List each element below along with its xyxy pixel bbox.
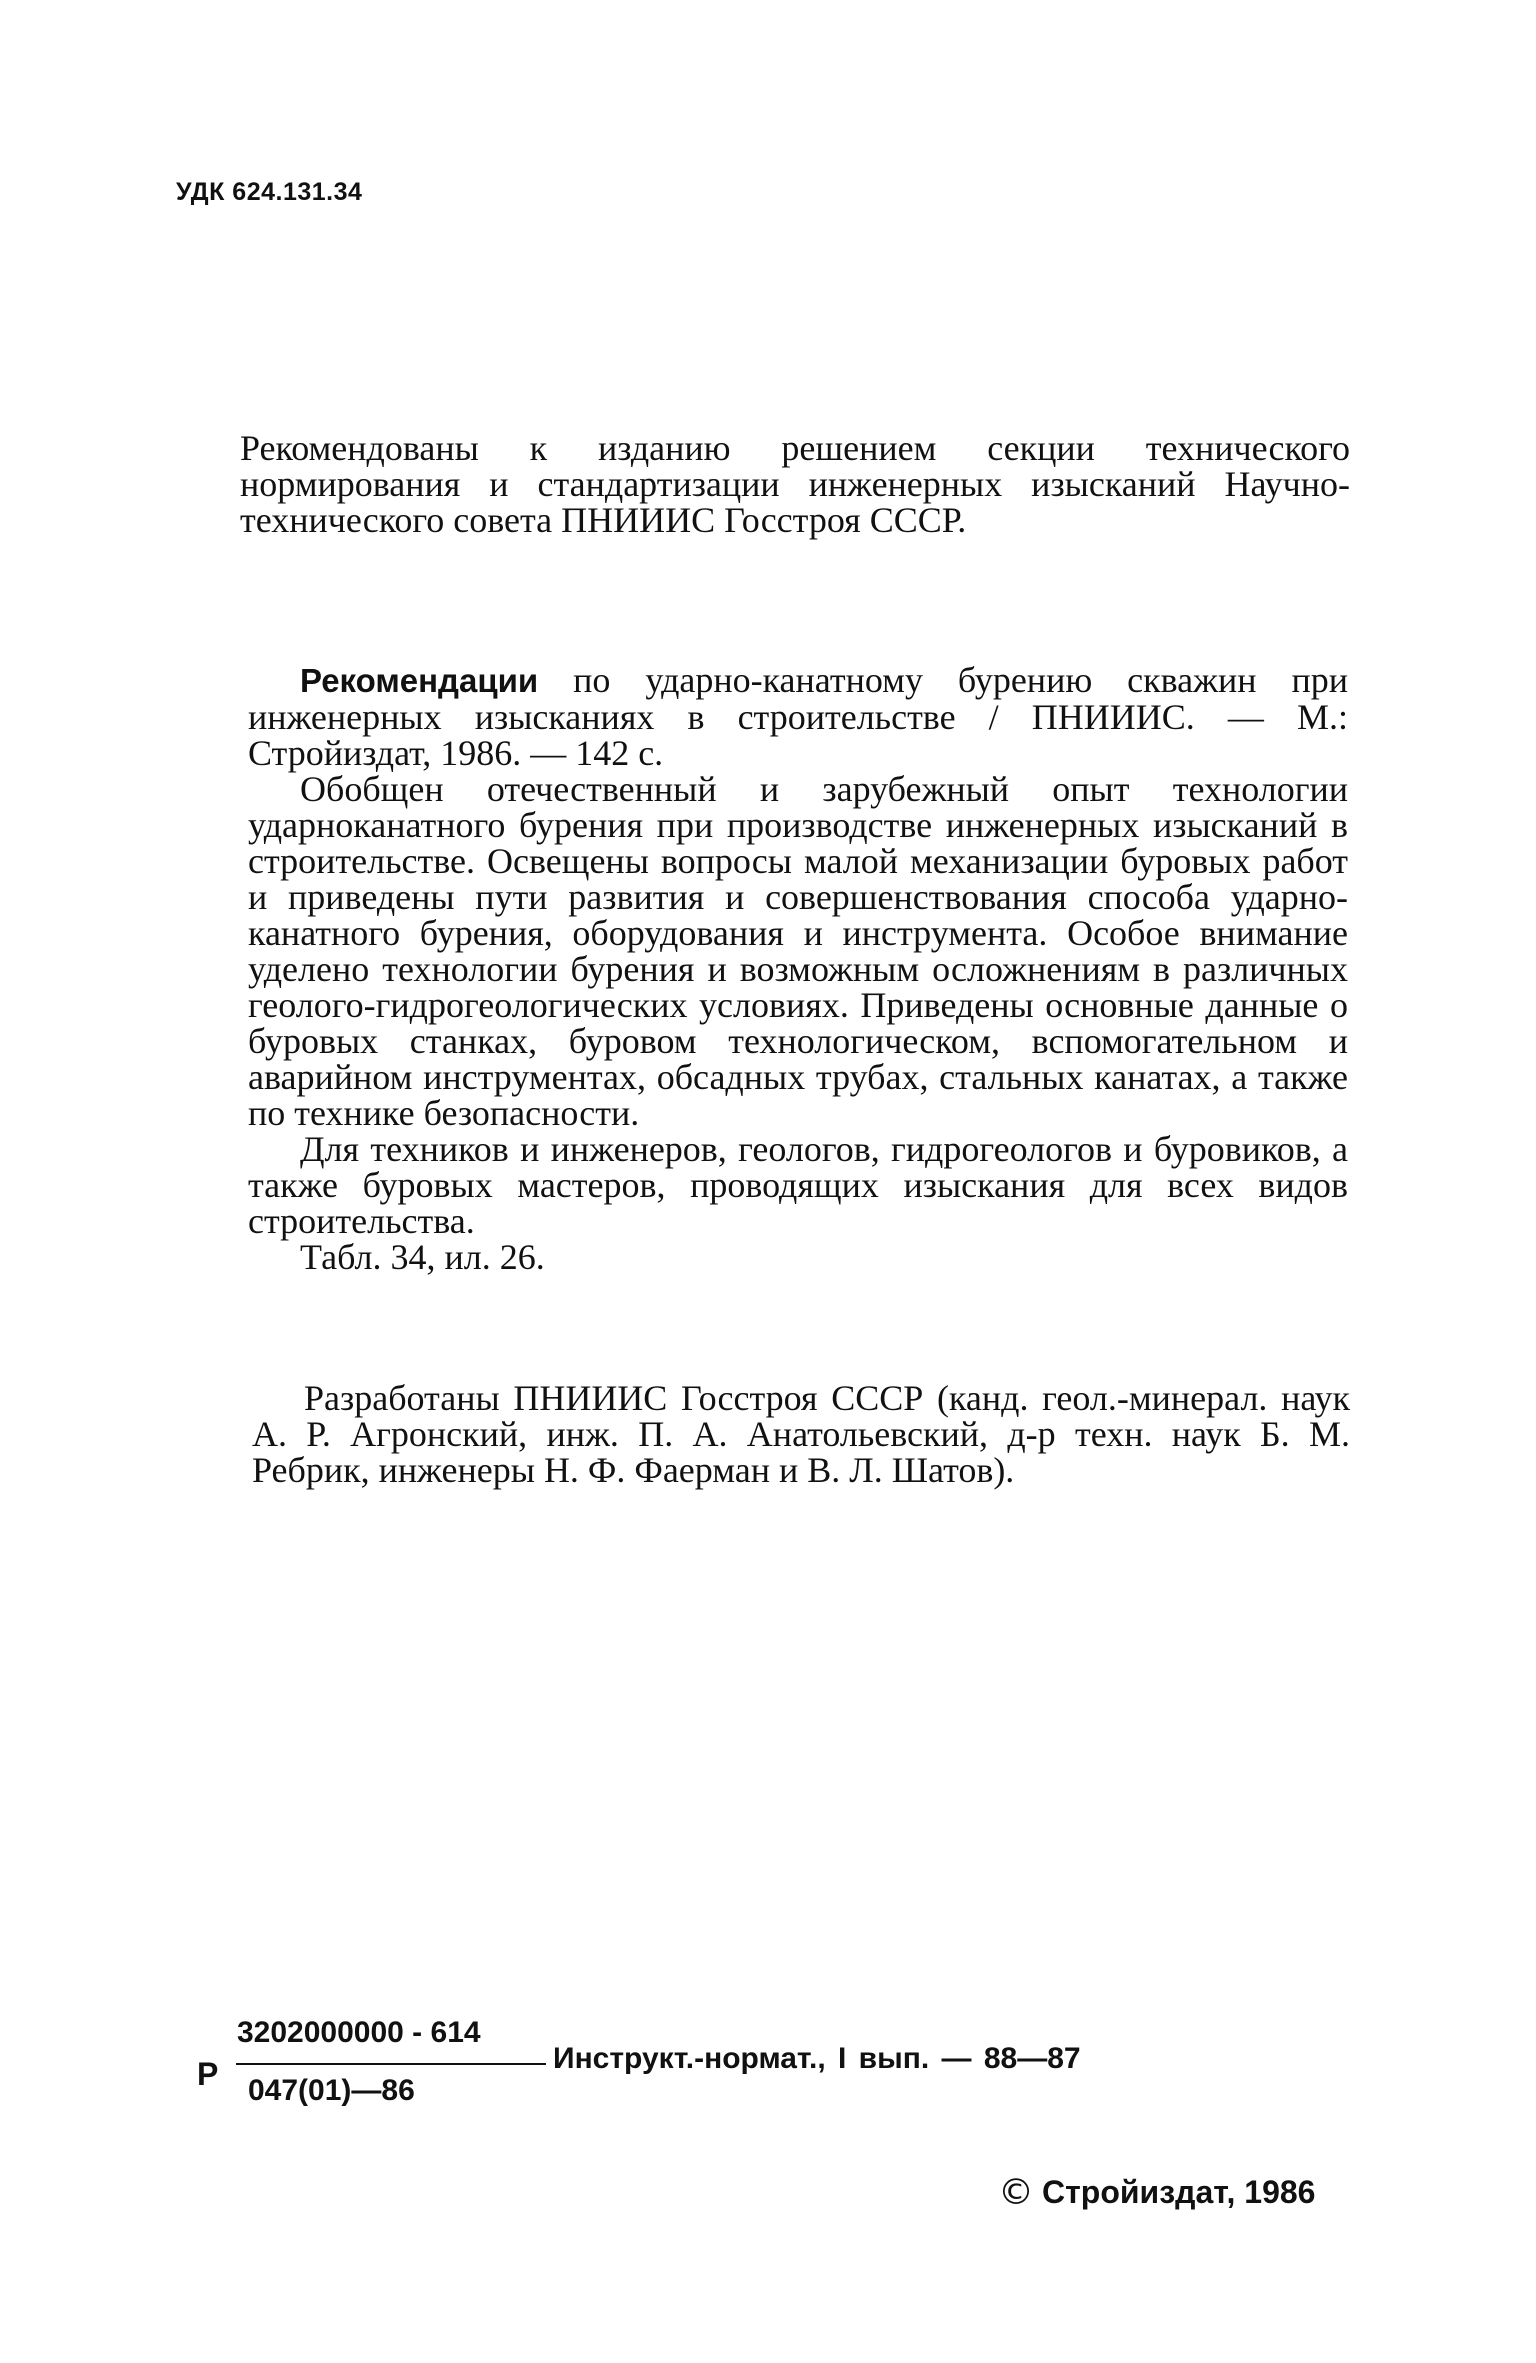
citation-title [248,662,1348,771]
copyright-text: Стройиздат, 1986 [1042,2174,1316,2210]
udk-code: УДК 624.131.34 [176,178,363,206]
abstract-text: Обобщен отечественный и зарубежный опыт технологии ударноканатного бурения при производстве инженерных изысканий в строительстве. Освещены вопросы малой механизации буровых работ и приведены пути развития и совершенствования способа ударно-канатного бурения, оборудования и инструмента. Особое внимание уделено технологии бурения и возможным осложнениям в различных геолого-гидрогеологических условиях. Приведены основные данные о буровых станках, буровом технологическом, вспомогательном и аварийном инструментах, обсадных трубах, стальных канатах, а также по технике безопасности. [248,769,1348,1133]
audience-text: Для техников и инженеров, геологов, гидрогеологов и буровиков, а также буровых мастеров, проводящих изыскания для всех видов строительства. [248,1129,1348,1241]
approval-text: Рекомендованы к изданию решением секции технического нормирования и стандартизации инженерных изысканий Научно-технического совета ПНИИИС Госстроя СССР. [240,428,1350,540]
bibliographic-record [248,662,1348,1275]
developers-note: Разработаны ПНИИИС Госстроя СССР (канд. геол.-минерал. наук А. Р. Агронский, инж. П. А. Анатольевский, д-р техн. наук Б. М. Ребрик, инженеры Н. Ф. Фаерман и В. Л. Шатов). [252,1378,1350,1490]
classification-prefix: Р [197,2056,219,2092]
approval-note [240,430,1350,538]
classification-denominator: 047(01)—86 [248,2074,415,2107]
copyright-icon: © [998,2171,1034,2213]
classification-fraction-line [236,2063,546,2065]
citation-title-bold: Рекомендации [300,662,539,699]
tables-figures-count: Табл. 34, ил. 26. [300,1237,545,1277]
copyright-line [998,2171,1316,2213]
citation-title-rest: по ударно-канатному бурению скважин при инженерных изысканиях в строительстве / ПНИИИС. — М.: Стройиздат, 1986. — 142 с. [248,660,1348,773]
classification-note: Инструкт.-нормат., I вып. — 88—87 [553,2042,1081,2075]
classification-numerator: 3202000000 - 614 [237,2016,481,2049]
